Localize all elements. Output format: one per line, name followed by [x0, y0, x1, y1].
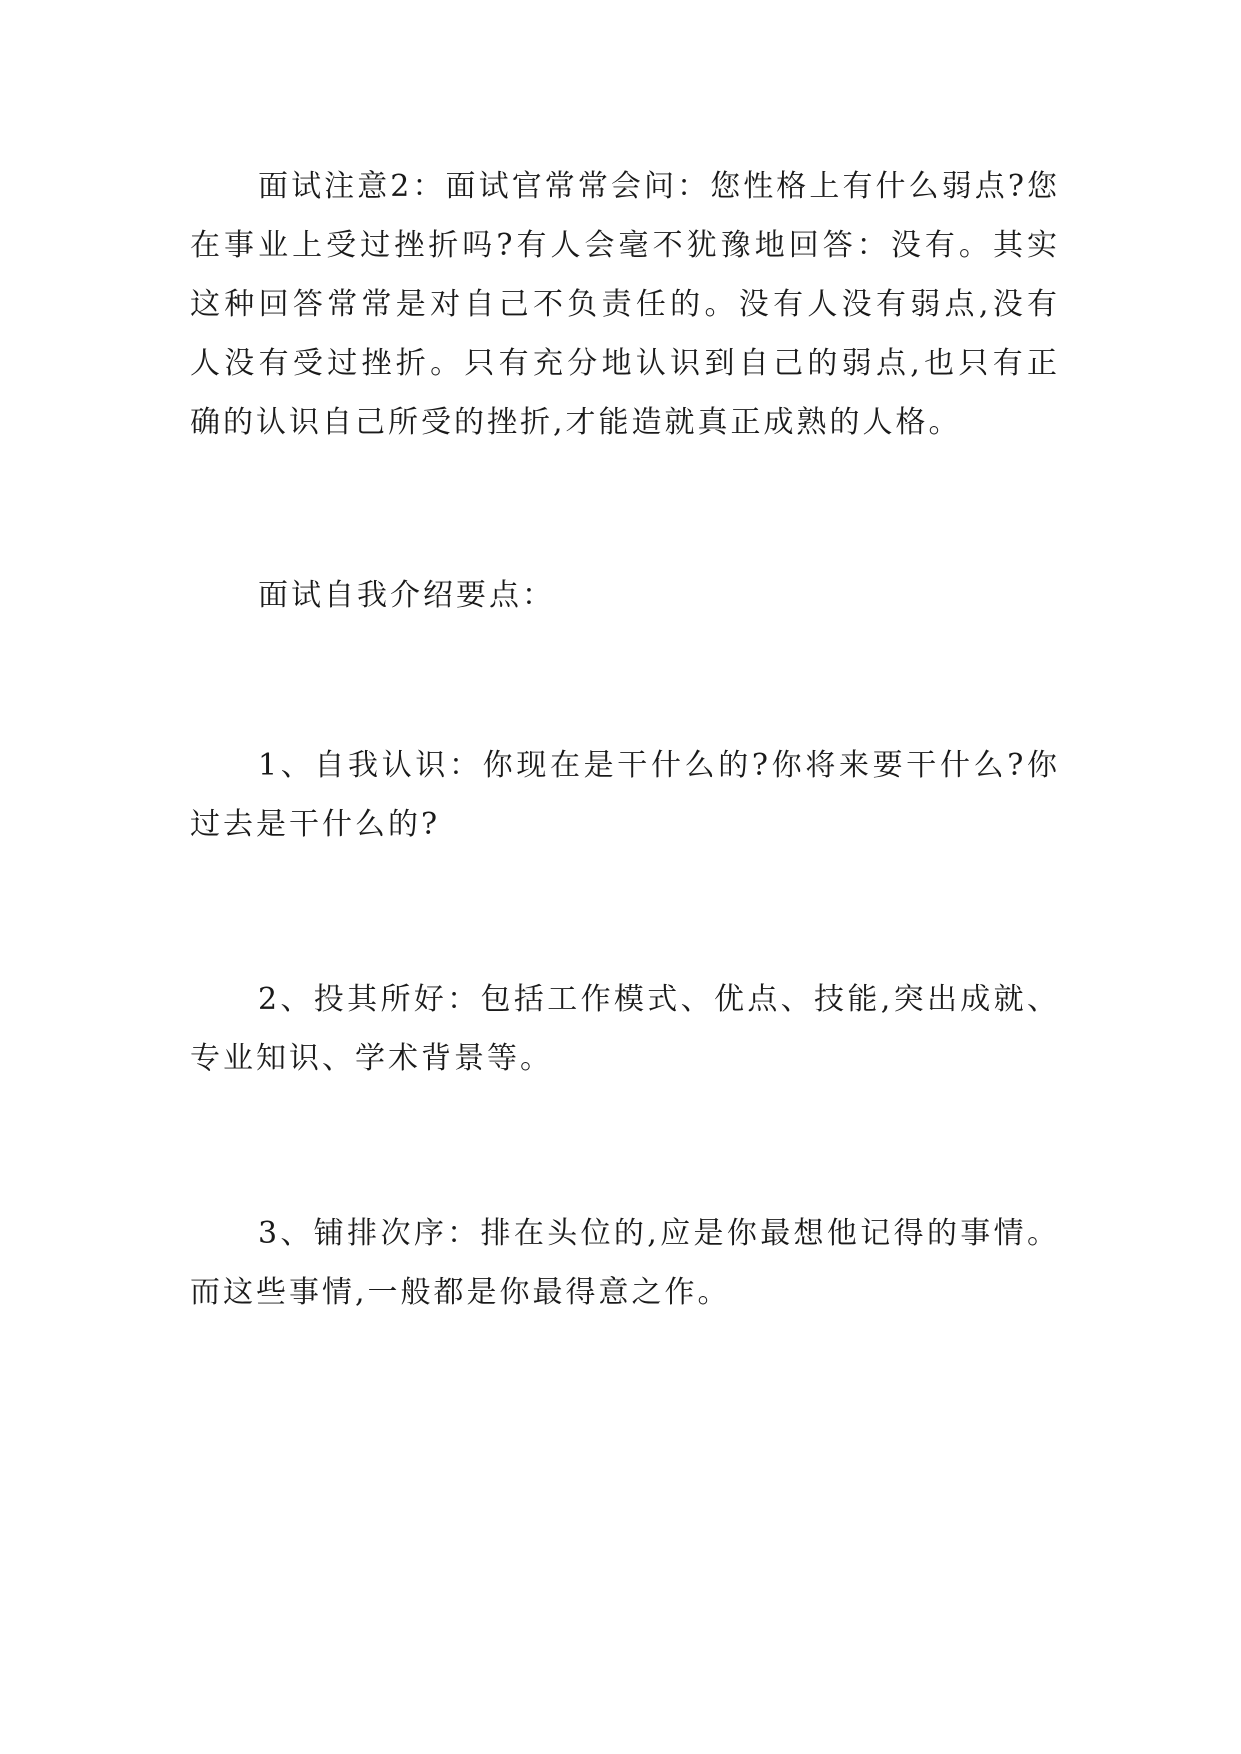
- paragraph-self-intro-heading: 面试自我介绍要点：: [258, 578, 555, 613]
- paragraph-interview-note-2: 面试注意2：面试官常常会问：您性格上有什么弱点?您在事业上受过挫折吗?有人会毫不犹豫地回答：没有。其实这种回答常常是对自己不负责任的。没有人没有弱点,没有人没有受过挫折。只有充分地认识到自己的弱点,也只有正确的认识自己所受的挫折,才能造就真正成熟的人格。: [190, 169, 1060, 440]
- paragraph-point-2: 2、投其所好：包括工作模式、优点、技能,突出成就、专业知识、学术背景等。: [190, 982, 1060, 1076]
- paragraph-point-3: 3、铺排次序：排在头位的,应是你最想他记得的事情。而这些事情,一般都是你最得意之作。: [190, 1216, 1060, 1310]
- paragraph-point-1: 1、自我认识：你现在是干什么的?你将来要干什么?你过去是干什么的?: [190, 748, 1060, 842]
